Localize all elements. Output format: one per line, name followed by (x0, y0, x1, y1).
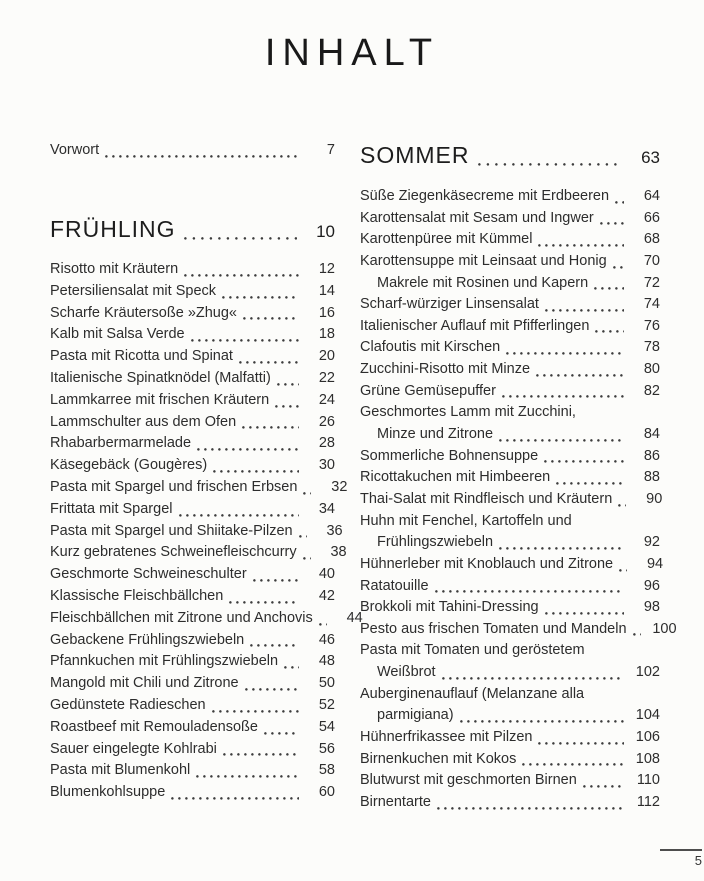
toc-entry-page: 50 (318, 675, 335, 692)
toc-entry-page: 24 (318, 391, 335, 408)
dot-leader (212, 710, 299, 713)
toc-entry (50, 739, 335, 761)
dot-leader (618, 504, 626, 507)
toc-entry-label: Karottensalat mit Sesam und Ingwer (360, 209, 594, 226)
toc-entry (360, 381, 660, 403)
toc-entry (360, 359, 660, 381)
section-page: 10 (316, 222, 335, 241)
toc-entry (360, 727, 660, 749)
toc-entry-label: Zucchini-Risotto mit Minze (360, 361, 531, 378)
toc-entry-label: Minze und Zitrone (377, 426, 494, 443)
dot-leader (506, 352, 624, 355)
footer-rule (660, 849, 702, 851)
dot-leader (502, 395, 624, 398)
toc-entry-label: Fleischbällchen mit Zitrone und Anchovis (50, 609, 313, 626)
toc-entry (50, 368, 335, 390)
toc-entry (360, 705, 660, 727)
toc-entry (360, 770, 660, 792)
toc-entry (360, 294, 660, 316)
toc-entry-label: Roastbeef mit Remouladensoße (50, 718, 258, 735)
toc-entry-page: 106 (635, 729, 660, 746)
toc-entry-page: 98 (643, 599, 660, 616)
dot-leader (191, 339, 299, 342)
dot-leader (478, 163, 623, 166)
toc-entry (360, 316, 660, 338)
dot-leader (184, 237, 297, 240)
toc-entry-label: Pasta mit Spargel und frischen Erbsen (50, 478, 298, 495)
toc-entry-label: Brokkoli mit Tahini-Dressing (360, 599, 539, 616)
toc-entry-page: 68 (643, 231, 660, 248)
toc-entry (50, 499, 335, 521)
toc-entry-page: 92 (643, 534, 660, 551)
toc-entry (50, 346, 335, 368)
dot-leader (250, 644, 299, 647)
toc-entry-page: 42 (318, 587, 335, 604)
dot-leader (171, 797, 299, 800)
dot-leader (303, 557, 311, 560)
dot-leader (243, 317, 299, 320)
dot-leader (594, 287, 624, 290)
toc-entry-label: Gedünstete Radieschen (50, 696, 206, 713)
dot-leader (536, 374, 624, 377)
toc-entry (360, 446, 660, 468)
dot-leader (615, 201, 624, 204)
toc-entry-page: 34 (318, 500, 335, 517)
toc-entry (50, 630, 335, 652)
toc-entry-page: 36 (326, 522, 343, 539)
right-column (360, 142, 677, 814)
section-title: FRÜHLING (50, 216, 176, 242)
dot-leader (299, 535, 307, 538)
dot-leader (253, 579, 299, 582)
toc-entry-label: Grüne Gemüsepuffer (360, 382, 496, 399)
toc-entry-label: Kalb mit Salsa Verde (50, 326, 185, 343)
dot-leader (184, 274, 299, 277)
toc-entry-page: 14 (318, 282, 335, 299)
toc-entry-label: Italienischer Auflauf mit Pfifferlingen (360, 317, 590, 334)
toc-entry (360, 640, 660, 662)
dot-leader (600, 222, 624, 225)
dot-leader (545, 309, 624, 312)
toc-entry-label: Blutwurst mit geschmorten Birnen (360, 772, 577, 789)
toc-entry-page: 7 (326, 142, 335, 158)
toc-entry-label: parmigiana) (377, 707, 454, 724)
toc-entry-page: 26 (318, 413, 335, 430)
toc-entry (50, 324, 335, 346)
toc-entry-page: 112 (636, 793, 660, 810)
toc-entry-label: Mangold mit Chili und Zitrone (50, 675, 239, 692)
toc-entry-page: 66 (643, 209, 660, 226)
toc-entry (360, 229, 660, 251)
toc-entry-label: Gebackene Frühlingszwiebeln (50, 631, 245, 648)
toc-entry-label: Karottenpüree mit Kümmel (360, 231, 533, 248)
dot-leader (545, 612, 624, 615)
toc-entry (50, 455, 335, 477)
toc-entry-page: 96 (643, 577, 660, 594)
toc-entry-vorwort (50, 140, 335, 162)
toc-entry-label: Scharf-würziger Linsensalat (360, 296, 539, 313)
toc-entry (50, 586, 335, 608)
dot-leader (242, 426, 299, 429)
toc-entry-label: Vorwort (50, 142, 100, 158)
section-title: SOMMER (360, 142, 470, 168)
toc-entry (50, 477, 348, 499)
toc-entry-label: Hühnerleber mit Knoblauch und Zitrone (360, 555, 614, 572)
toc-entry-page: 90 (646, 490, 663, 507)
toc-entry (50, 390, 335, 412)
section-page: 63 (641, 148, 660, 167)
toc-entry-label: Pasta mit Tomaten und geröstetem (360, 642, 585, 659)
toc-entry-page: 58 (318, 762, 335, 779)
dot-leader (435, 590, 624, 593)
toc-entry (360, 208, 660, 230)
toc-entry-page: 28 (318, 435, 335, 452)
dot-leader (223, 753, 299, 756)
dot-leader (460, 720, 624, 723)
toc-entry-label: Geschmorte Schweineschulter (50, 566, 247, 583)
left-column (50, 140, 363, 804)
toc-entry-label: Makrele mit Rosinen und Kapern (377, 274, 589, 291)
toc-entry-page: 64 (643, 188, 660, 204)
toc-entry-label: Karottensuppe mit Leinsaat und Honig (360, 252, 607, 269)
toc-entry-label: Huhn mit Fenchel, Kartoffeln und (360, 512, 572, 529)
section-header-fruehling (50, 216, 335, 245)
dot-leader (595, 330, 624, 333)
toc-entry-label: Clafoutis mit Kirschen (360, 339, 501, 356)
toc-entry-label: Thai-Salat mit Rindfleisch und Kräutern (360, 490, 613, 507)
dot-leader (303, 492, 311, 495)
dot-leader (619, 569, 627, 572)
toc-entry (360, 251, 660, 273)
toc-entry-label: Frittata mit Spargel (50, 500, 173, 517)
dot-leader (442, 677, 624, 680)
dot-leader (105, 155, 299, 158)
toc-entry-page: 20 (318, 348, 335, 365)
toc-entry-label: Lammschulter aus dem Ofen (50, 413, 237, 430)
toc-entry (360, 792, 660, 814)
dot-leader (319, 623, 327, 626)
toc-entry (360, 337, 660, 359)
dot-leader (222, 296, 299, 299)
toc-entry-page: 70 (643, 252, 660, 269)
toc-entry (360, 532, 660, 554)
toc-entry-page: 94 (646, 555, 664, 572)
toc-entry-label: Ratatouille (360, 577, 429, 594)
toc-entry (50, 521, 343, 543)
toc-entry (50, 608, 363, 630)
toc-entry (360, 467, 660, 489)
toc-entry (50, 564, 335, 586)
page-number: 5 (694, 853, 702, 868)
dot-leader (277, 383, 299, 386)
toc-entry-page: 30 (318, 457, 335, 474)
toc-entry-label: Pfannkuchen mit Frühlingszwiebeln (50, 653, 279, 670)
toc-entry (50, 542, 347, 564)
dot-leader (583, 785, 624, 788)
toc-entry (360, 489, 663, 511)
toc-entry-page: 22 (318, 369, 335, 386)
dot-leader (538, 742, 624, 745)
toc-entry-page: 110 (636, 772, 660, 789)
toc-entry (360, 597, 660, 619)
toc-entry (50, 259, 335, 281)
toc-entry-page: 38 (330, 544, 347, 561)
toc-entry-label: Klassische Fleischbällchen (50, 587, 224, 604)
toc-entry (360, 424, 660, 446)
toc-entry-label: Lammkarree mit frischen Kräutern (50, 391, 270, 408)
toc-entry-label: Kurz gebratenes Schweinefleischcurry (50, 544, 297, 561)
toc-entry-label: Petersiliensalat mit Speck (50, 282, 217, 299)
toc-entry-label: Hühnerfrikassee mit Pilzen (360, 729, 533, 746)
toc-entry-page: 80 (643, 361, 660, 378)
dot-leader (538, 244, 624, 247)
toc-entry-page: 56 (318, 740, 335, 757)
toc-entry (50, 673, 335, 695)
sommer-entry-list (360, 186, 677, 814)
toc-entry-page: 76 (643, 317, 660, 334)
toc-entry (50, 695, 335, 717)
toc-entry-label: Pasta mit Spargel und Shiitake-Pilzen (50, 522, 293, 539)
toc-entry-page: 18 (318, 326, 335, 343)
toc-entry-page: 86 (643, 447, 660, 464)
toc-entry-label: Pesto aus frischen Tomaten und Mandeln (360, 620, 627, 637)
toc-entry-label: Pasta mit Ricotta und Spinat (50, 348, 233, 365)
toc-entry (360, 402, 660, 424)
toc-entry-page: 12 (318, 261, 335, 277)
dot-leader (179, 514, 300, 517)
toc-entry-page: 78 (643, 339, 660, 356)
page-title: INHALT (264, 32, 440, 74)
toc-entry-label: Weißbrot (377, 664, 436, 681)
toc-entry-label: Ricottakuchen mit Himbeeren (360, 469, 551, 486)
dot-leader (633, 633, 641, 636)
dot-leader (437, 807, 624, 810)
toc-entry (360, 684, 660, 706)
toc-entry (50, 433, 335, 455)
dot-leader (197, 448, 299, 451)
dot-leader (213, 470, 299, 473)
section-header-sommer (360, 142, 660, 171)
toc-entry-label: Blumenkohlsuppe (50, 784, 166, 801)
toc-entry-page: 52 (318, 696, 335, 713)
toc-entry-page: 108 (635, 750, 660, 767)
toc-entry (360, 662, 660, 684)
toc-entry-label: Sommerliche Bohnensuppe (360, 447, 539, 464)
toc-entry (360, 511, 660, 533)
toc-entry-label: Birnenkuchen mit Kokos (360, 750, 517, 767)
toc-entry (50, 303, 335, 325)
toc-entry-label: Pasta mit Blumenkohl (50, 762, 191, 779)
dot-leader (229, 601, 299, 604)
toc-entry-label: Scharfe Kräutersoße »Zhug« (50, 304, 237, 321)
toc-entry-label: Geschmortes Lamm mit Zucchini, (360, 404, 576, 421)
dot-leader (275, 405, 299, 408)
toc-entry (50, 412, 335, 434)
toc-entry (50, 760, 335, 782)
toc-entry-label: Italienische Spinatknödel (Malfatti) (50, 369, 271, 386)
toc-entry-label: Rhabarbermarmelade (50, 435, 192, 452)
toc-entry-label: Sauer eingelegte Kohlrabi (50, 740, 217, 757)
toc-entry-page: 82 (643, 382, 660, 399)
toc-entry (360, 619, 677, 641)
toc-entry-page: 48 (318, 653, 335, 670)
toc-entry (360, 554, 664, 576)
toc-entry-page: 44 (346, 609, 363, 626)
toc-entry (360, 186, 660, 208)
dot-leader (284, 666, 299, 669)
dot-leader (556, 482, 624, 485)
toc-entry-page: 84 (643, 426, 660, 443)
toc-entry (50, 651, 335, 673)
toc-entry-page: 60 (318, 784, 335, 801)
toc-entry-label: Birnentarte (360, 793, 431, 810)
toc-entry (360, 749, 660, 771)
toc-entry-page: 40 (318, 566, 335, 583)
toc-entry-page: 72 (643, 274, 660, 291)
dot-leader (196, 775, 299, 778)
toc-entry-label: Süße Ziegenkäsecreme mit Erdbeeren (360, 188, 610, 204)
toc-entry-page: 32 (331, 478, 348, 495)
dot-leader (499, 547, 624, 550)
toc-entry-page: 100 (652, 620, 677, 637)
dot-leader (245, 688, 299, 691)
toc-entry (360, 273, 660, 295)
toc-entry-page: 104 (635, 707, 660, 724)
toc-entry-page: 54 (318, 718, 335, 735)
toc-entry-label: Risotto mit Kräutern (50, 261, 179, 277)
toc-entry-page: 46 (318, 631, 335, 648)
toc-entry-page: 102 (635, 664, 660, 681)
toc-entry (50, 281, 335, 303)
toc-entry (360, 576, 660, 598)
dot-leader (264, 732, 299, 735)
toc-entry (50, 782, 335, 804)
toc-entry-label: Auberginenauflauf (Melanzane alla (360, 685, 585, 702)
dot-leader (239, 361, 299, 364)
toc-entry-label: Käsegebäck (Gougères) (50, 457, 208, 474)
dot-leader (613, 266, 624, 269)
toc-entry (50, 717, 335, 739)
dot-leader (522, 763, 624, 766)
toc-entry-page: 88 (643, 469, 660, 486)
toc-entry-page: 16 (318, 304, 335, 321)
dot-leader (499, 439, 624, 442)
fruehling-entry-list (50, 259, 363, 804)
toc-entry-page: 74 (643, 296, 660, 313)
dot-leader (544, 460, 624, 463)
toc-entry-label: Frühlingszwiebeln (377, 534, 494, 551)
